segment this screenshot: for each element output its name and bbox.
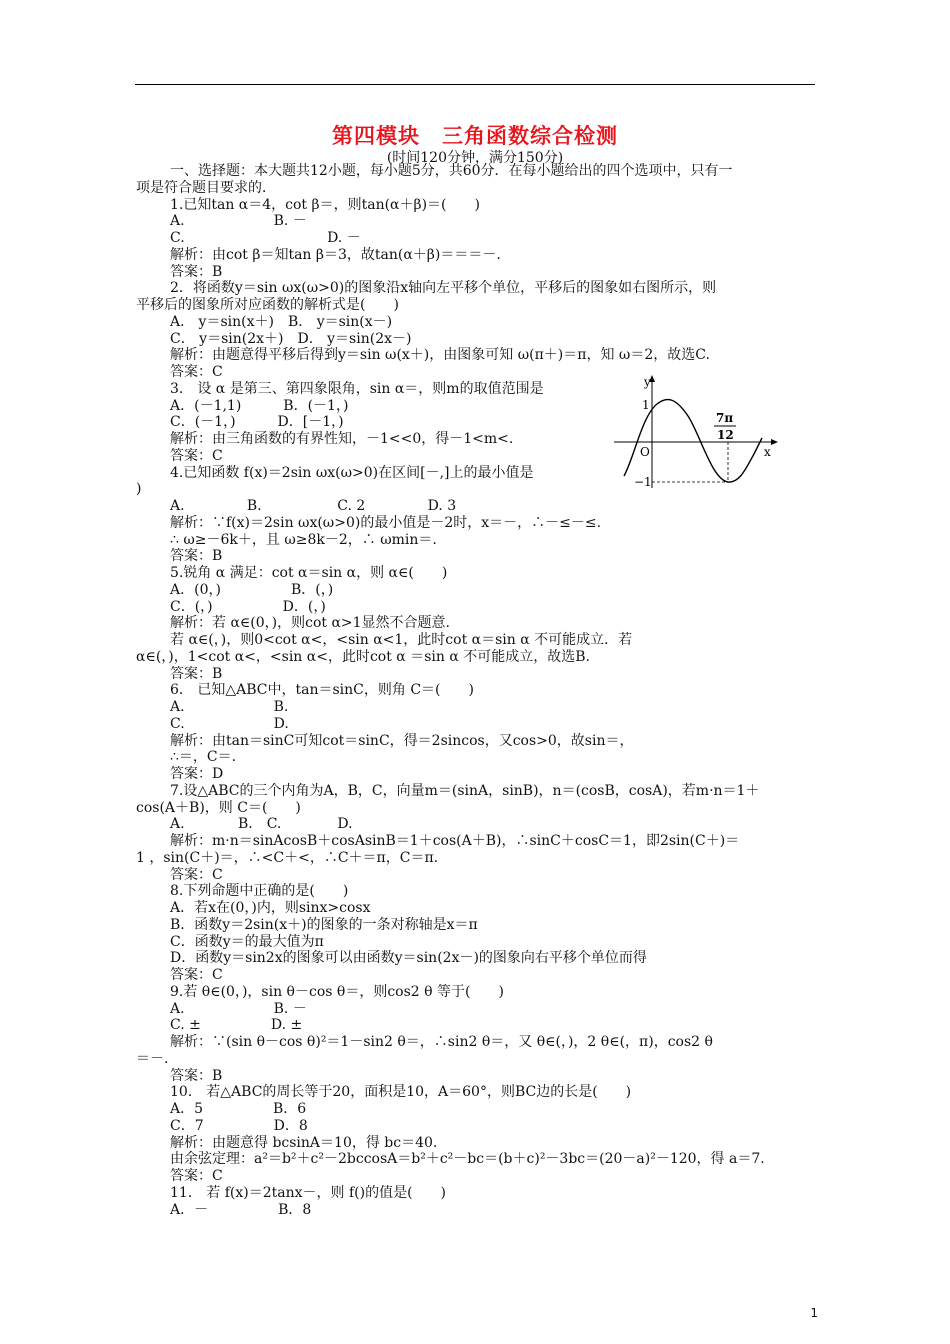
text-line: 答案：D [170,766,224,782]
text-line: 1.已知tan α＝4，cot β＝，则tan(α＋β)＝( ) [170,196,480,213]
text-line: A．－ B．8 [170,1201,312,1218]
text-line: B．函数y＝2sin(x＋)的图象的一条对称轴是x＝π [170,916,478,933]
text-line: 解析：由tan＝sinC可知cot＝sinC，得＝2sincos，又cos>0，故sin＝， [170,732,634,749]
fraction-denominator: 12 [717,428,734,442]
text-line: ＝－. [136,1050,169,1067]
text-line: 答案：C [170,364,223,380]
text-line: 5.锐角 α 满足：cot α＝sin α，则 α∈( ) [170,565,448,581]
page-number: 1 [810,1306,818,1320]
text-line: C． y＝sin(2x＋) D． y＝sin(2x－) [170,330,412,347]
text-line: 答案：C [170,866,223,883]
text-line: 由余弦定理：a²＝b²＋c²－2bccosA＝b²＋c²－bc＝(b＋c)²－3bc＝(20－a)²－120，得 a＝7. [170,1151,765,1168]
text-line: 答案：B [170,665,223,682]
min-label: −1 [634,475,652,489]
origin-label: O [640,445,650,459]
sine-graph-figure [612,372,782,490]
text-line: 10． 若△ABC的周长等于20，面积是10，A＝60°，则BC边的长是( ) [170,1084,632,1101]
max-label: 1 [642,398,650,412]
text-line: 解析：由题意得 bcsinA＝10，得 bc＝40. [170,1134,438,1151]
text-line: A. B. － [170,1000,307,1017]
x-axis-label: x [764,445,771,459]
text-line: ∴ ω≥－6k＋，且 ω≥8k－2，∴ ωmin＝. [170,531,437,548]
text-line: 6． 已知△ABC中，tan＝sinC，则角 C＝( ) [170,682,474,699]
text-line: 答案：C [170,967,223,983]
y-axis-label: y [644,375,651,389]
text-line: 平移后的图象所对应函数的解析式是( ) [136,297,399,313]
text-line: C．函数y＝的最大值为π [170,933,324,950]
text-line: 解析：m·n＝sinAcosB＋cosAsinB＝1＋cos(A＋B)，∴sinC＋cosC＝1，即2sin(C＋)＝ [170,833,740,849]
text-line: C．(－1，) D．[－1，) [170,414,344,431]
text-line: A．若x在(0，)内，则sinx>cosx [170,900,371,916]
text-line: 8.下列命题中正确的是( ) [170,883,349,900]
text-line: C．7 D．8 [170,1117,308,1134]
text-line: 解析：∵f(x)＝2sin ωx(ω>0)的最小值是－2时，x＝－，∴－≤－≤. [170,514,602,531]
text-line: 2．将函数y＝sin ωx(ω>0)的图象沿x轴向左平移个单位，平移后的图象如右图所示，则 [170,280,717,297]
text-line: 项是符合题目要求的． [136,179,276,196]
text-line: 7.设△ABC的三个内角为A，B，C，向量m＝(sinA，sinB)，n＝(cosB，cosA)，若m·n＝1＋ [170,782,760,799]
text-line: A. B. C. D. [170,816,353,833]
text-line: cos(A＋B)，则 C＝( ) [136,799,301,816]
text-line: A. B. [170,699,289,715]
text-line: 1 ，sin(C＋)＝，∴<C＋<，∴C＋＝π，C＝π. [136,849,439,866]
text-line: 解析：由三角函数的有界性知，－1<<0，得－1<m<. [170,431,514,447]
text-line: 若 α∈(，)，则0<cot α<，<sin α<1，此时cot α＝sin α 不可能成立．若 [170,632,633,648]
text-line: 4.已知函数 f(x)＝2sin ωx(ω>0)在区间[－,]上的最小值是 [170,464,534,481]
text-line: 答案：C [170,1168,223,1184]
text-line: 解析：若 α∈(0，)，则cot α>1显然不合题意. [170,615,450,632]
text-line: 解析：由题意得平移后得到y＝sin ω(x＋)，由图象可知 ω(π＋)＝π，知 ω＝2，故选C. [170,347,710,364]
text-line: 答案：B [170,1067,223,1084]
text-line: α∈(，)，1<cot α<，<sin α<，此时cot α ＝sin α 不可能成立，故选B. [136,648,590,665]
text-line: A．(－1,1) B．(－1，) [170,397,349,414]
text-line: A. B. C. 2 D. 3 [170,498,457,514]
text-line: ) [136,481,142,498]
text-line: 11． 若 f(x)＝2tanx－，则 f()的值是( ) [170,1184,446,1201]
text-line: ∴＝，C＝. [170,749,237,766]
page-title: 第四模块 三角函数综合检测 [332,124,618,148]
text-line: A．5 B．6 [170,1101,307,1117]
text-line: 答案：B [170,263,223,280]
fraction-numerator: 7π [716,411,734,425]
text-line: A． y＝sin(x＋) B． y＝sin(x－) [170,313,393,330]
x-axis-arrow [771,439,778,445]
text-line: C. D. [170,715,289,732]
text-line: A．(0，) B．(，) [170,581,334,598]
text-line: 3． 设 α 是第三、第四象限角，sin α＝，则m的取值范围是 [170,380,544,397]
text-line: D．函数y＝sin2x的图象可以由函数y＝sin(2x－)的图象向右平移个单位而得 [170,950,647,967]
page-subtitle: (时间120分钟，满分150分) [386,150,564,166]
text-line: 答案：C [170,447,223,464]
document-body [136,163,816,1218]
text-line: C. D. － [170,230,361,246]
text-line: A. B. － [170,213,307,230]
text-line: 解析：由cot β＝知tan β＝3，故tan(α＋β)＝＝＝－. [170,246,501,263]
header-rule [135,84,815,85]
text-line: C. ± D. ± [170,1017,303,1034]
text-line: 9.若 θ∈(0，)，sin θ－cos θ＝，则cos2 θ 等于( ) [170,983,504,1000]
text-line: 解析：∵(sin θ－cos θ)²＝1－sin2 θ＝，∴sin2 θ＝，又 θ∈(，)，2 θ∈(，π)，cos2 θ [170,1034,713,1050]
text-line: C．(，) D．(，) [170,598,326,615]
text-line: 一、选择题：本大题共12小题，每小题5分，共60分．在每小题给出的四个选项中，只有一 [170,163,733,179]
text-line: 答案：B [170,548,223,565]
